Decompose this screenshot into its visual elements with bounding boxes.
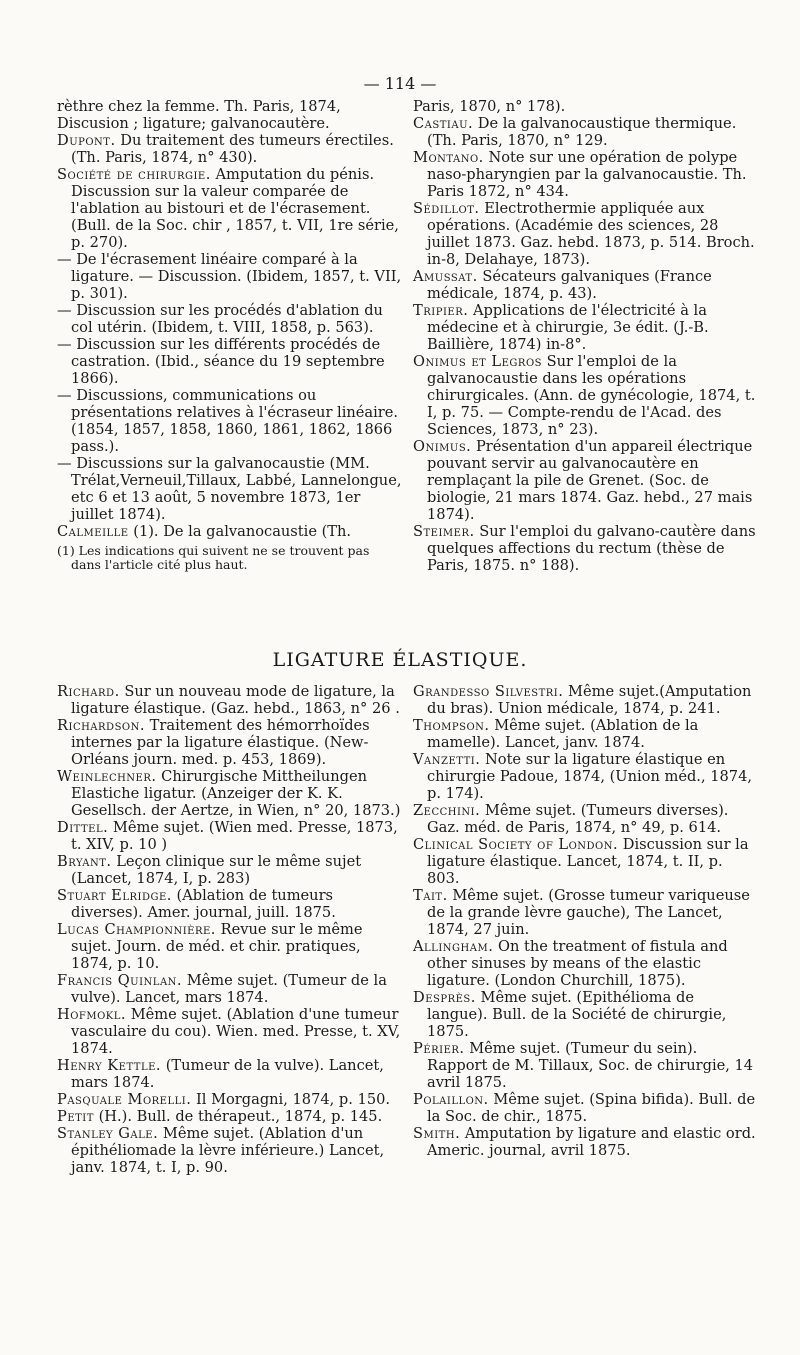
entry-list (413, 683, 758, 1159)
bibliography-entry (413, 98, 758, 115)
entry-text: Revue sur le même sujet. Journ. de méd. et chir. pratiques, 1874, p. 10. (71, 921, 363, 972)
entry-text: Même sujet. (Wien med. Presse, 1873, t. XIV, p. 10 ) (71, 819, 398, 853)
entry-text: Même sujet. (Ablation de la mamelle). Lancet, janv. 1874. (427, 717, 699, 751)
entry-author: Allingham. (413, 938, 494, 955)
bibliography-entry (413, 353, 758, 438)
bibliography-entry (413, 1091, 758, 1125)
entry-author: Société de chirurgie. (57, 166, 211, 183)
bibliography-entry (57, 887, 402, 921)
bibliography-entry (413, 115, 758, 149)
entry-text: Même sujet. (Grosse tumeur variqueuse de la grande lèvre gauche), The Lancet, 1874, 27 juin. (427, 887, 750, 938)
entry-list (57, 683, 402, 1176)
entry-text: Sur un nouveau mode de ligature, la ligature élastique. (Gaz. hebd., 1863, n° 26 . (71, 683, 400, 717)
bibliography-entry (57, 1006, 402, 1057)
entry-text: Amputation by ligature and elastic ord. Americ. journal, avril 1875. (427, 1125, 756, 1159)
entry-text: Même sujet. (Ablation d'une tumeur vasculaire du cou). Wien. med. Presse, t. XV, 1874. (71, 1006, 401, 1057)
continuation-text: rèthre chez la femme. Th. Paris, 1874, Discusion ; ligature; galvanocautère. (57, 98, 341, 132)
bibliography-entry (57, 1057, 402, 1091)
bibliography-entry (413, 200, 758, 268)
bibliography-entry (57, 251, 402, 302)
right-column-bottom (413, 683, 758, 1159)
entry-text: Note sur une opération de polype naso-pharyngien par la galvanocaustie. Th. Paris 1872, n° 434. (427, 149, 747, 200)
entry-text: Même sujet. (Tumeurs diverses). Gaz. méd. de Paris, 1874, n° 49, p. 614. (427, 802, 729, 836)
entry-text: Paris, 1870, n° 178). (413, 98, 566, 115)
left-column-top (57, 98, 402, 585)
entry-text: Il Morgagni, 1874, p. 150. (196, 1091, 391, 1108)
entry-author: Richard. (57, 683, 120, 700)
entry-author: Francis Quinlan. (57, 972, 183, 989)
bibliography-entry (57, 455, 402, 523)
page-number: — 114 — (363, 74, 437, 93)
entry-text: Même sujet. (Tumeur du sein). Rapport de M. Tillaux, Soc. de chirurgie, 14 avril 1875. (427, 1040, 754, 1091)
entry-text: Même sujet. (Epithélioma de langue). Bull. de la Société de chirurgie, 1875. (427, 989, 727, 1040)
bibliography-entry (57, 1125, 402, 1176)
bibliography-entry (57, 166, 402, 251)
entry-author: Castiau. (413, 115, 474, 132)
entry-text: On the treatment of fistula and other sinuses by means of the elastic ligature. (London Churchill, 1875). (427, 938, 728, 989)
bibliography-entry (57, 336, 402, 387)
entry-text: — Discussion sur les procédés d'ablation du col utérin. (Ibidem, t. VIII, 1858, p. 563). (57, 302, 383, 336)
right-column-top (413, 98, 758, 574)
bibliography-entry (57, 768, 402, 819)
entry-author: Steimer. (413, 523, 475, 540)
bibliography-entry (413, 751, 758, 802)
bibliography-entry (57, 972, 402, 1006)
bibliography-entry (413, 938, 758, 989)
bibliography-entry (413, 302, 758, 353)
entry-text: Applications de l'électricité à la médecine et à chirurgie, 3e édit. (J.-B. Baillière, 1874) in-8°. (427, 302, 709, 353)
entry-author: Lucas Championnière. (57, 921, 216, 938)
entry-text: (H.). Bull. de thérapeut., 1874, p. 145. (98, 1108, 383, 1125)
entry-author: Amussat. (413, 268, 478, 285)
entry-author: Montano. (413, 149, 484, 166)
bibliography-entry (57, 387, 402, 455)
entry-text: (Ablation de tumeurs diverses). Amer. journal, juill. 1875. (71, 887, 336, 921)
entry-text: — Discussions, communications ou présentations relatives à l'écraseur linéaire. (1854, 1857, 1858, 1860, 1861, 1862, 1866 pass.). (57, 387, 399, 455)
bibliography-entry (413, 989, 758, 1040)
entry-author: Périer. (413, 1040, 465, 1057)
entry-text: — Discussions sur la galvanocaustie (MM. Trélat,Verneuil,Tillaux, Labbé, Lannelongue, etc 6 et 13 août, 5 novembre 1873, 1er juillet 1874). (57, 455, 402, 523)
entry-author: Henry Kettle. (57, 1057, 162, 1074)
bibliography-entry (57, 717, 402, 768)
bibliography-entry (57, 132, 402, 166)
bibliography-entry (413, 717, 758, 751)
entry-author: Clinical Society of London. (413, 836, 619, 853)
entry-author: Desprès. (413, 989, 476, 1006)
section-title: LIGATURE ÉLASTIQUE. (272, 649, 528, 671)
entry-list (413, 98, 758, 574)
entry-text: Traitement des hémorrhoïdes internes par la ligature élastique. (New-Orléans journ. med. p. 453, 1869). (71, 717, 370, 768)
entry-author: Petit (57, 1108, 94, 1125)
entry-author: Grandesso Silvestri. (413, 683, 564, 700)
bibliography-entry (57, 853, 402, 887)
bibliography-entry (413, 887, 758, 938)
bibliography-entry (413, 268, 758, 302)
bibliography-entry (413, 1125, 758, 1159)
entry-text: Leçon clinique sur le même sujet (Lancet, 1874, I, p. 283) (71, 853, 362, 887)
entry-author: Calmeille (57, 523, 129, 540)
entry-author: Vanzetti. (413, 751, 481, 768)
entry-author: Bryant. (57, 853, 112, 870)
entry-text: Même sujet.(Amputation du bras). Union médicale, 1874, p. 241. (427, 683, 752, 717)
entry-author: Thompson. (413, 717, 490, 734)
entry-text: Présentation d'un appareil électrique pouvant servir au galvanocautère en remplaçant la pile de Grenet. (Soc. de biologie, 21 mars 1874. Gaz. hebd., 27 mais 1874). (427, 438, 753, 523)
bibliography-entry (413, 1040, 758, 1091)
left-column-bottom (57, 683, 402, 1176)
entry-author: Weinlechner. (57, 768, 157, 785)
entry-author: Dittel. (57, 819, 109, 836)
entry-text: Même sujet. (Tumeur de la vulve). Lancet, mars 1874. (71, 972, 387, 1006)
entry-author: Stuart Elridge. (57, 887, 172, 904)
entry-author: Tait. (413, 887, 448, 904)
entry-text: — Discussion sur les différents procédés de castration. (Ibid., séance du 19 septembre 1866). (57, 336, 385, 387)
bibliography-entry (57, 683, 402, 717)
bibliography-entry (413, 523, 758, 574)
bibliography-entry (413, 836, 758, 887)
bibliography-entry (413, 683, 758, 717)
entry-text: — De l'écrasement linéaire comparé à la ligature. — Discussion. (Ibidem, 1857, t. VII, p. 301). (57, 251, 402, 302)
entry-text: Note sur la ligature élastique en chirurgie Padoue, 1874, (Union méd., 1874, p. 174). (427, 751, 752, 802)
entry-author: Smith. (413, 1125, 461, 1142)
entry-list (57, 132, 402, 540)
bibliography-entry (57, 921, 402, 972)
entry-text: (1). De la galvanocaustie (Th. (133, 523, 352, 540)
bibliography-entry (413, 149, 758, 200)
bibliography-entry (57, 1091, 402, 1108)
entry-author: Pasquale Morelli. (57, 1091, 192, 1108)
bibliography-entry (413, 802, 758, 836)
entry-text: Discussion sur la ligature élastique. Lancet, 1874, t. II, p. 803. (427, 836, 749, 887)
entry-author: Tripier. (413, 302, 469, 319)
entry-text: Sur l'emploi du galvano-cautère dans quelques affections du rectum (thèse de Paris, 1875. n° 188). (427, 523, 756, 574)
footnote: (1) Les indications qui suivent ne se trouvent pas dans l'article cité plus haut. (57, 543, 370, 572)
entry-text: Même sujet. (Spina bifida). Bull. de la Soc. de chir., 1875. (427, 1091, 756, 1125)
bibliography-entry (413, 438, 758, 523)
entry-author: Stanley Gale. (57, 1125, 159, 1142)
entry-text: Sécateurs galvaniques (France médicale, 1874, p. 43). (427, 268, 712, 302)
entry-text: Du traitement des tumeurs érectiles. (Th. Paris, 1874, n° 430). (71, 132, 394, 166)
entry-text: Chirurgische Mittheilungen Elastiche ligatur. (Anzeiger der K. K. Gesellsch. der Aertze, in Wien, n° 20, 1873.) (71, 768, 401, 819)
bibliography-entry (57, 302, 402, 336)
entry-author: Zecchini. (413, 802, 481, 819)
entry-text: Même sujet. (Ablation d'un épithéliomade la lèvre inférieure.) Lancet, janv. 1874, t. I, p. 90. (71, 1125, 385, 1176)
entry-text: De la galvanocaustique thermique. (Th. Paris, 1870, n° 129. (427, 115, 737, 149)
entry-author: Richardson. (57, 717, 146, 734)
entry-author: Dupont. (57, 132, 116, 149)
bibliography-entry (57, 819, 402, 853)
entry-text: Sur l'emploi de la galvanocaustie dans les opérations chirurgicales. (Ann. de gynécologie, 1874, t. I, p. 75. — Compte-rendu de l'Acad. des Sciences, 1873, n° 23). (427, 353, 756, 438)
entry-text: (Tumeur de la vulve). Lancet, mars 1874. (71, 1057, 384, 1091)
entry-author: Onimus et Legros (413, 353, 542, 370)
entry-author: Onimus. (413, 438, 472, 455)
entry-author: Hofmokl. (57, 1006, 127, 1023)
entry-author: Sédillot. (413, 200, 480, 217)
entry-text: Electrothermie appliquée aux opérations. (Académie des sciences, 28 juillet 1873. Gaz. hebd. 1873, p. 514. Broch. in-8, Delahaye, 1873). (427, 200, 755, 268)
bibliography-entry (57, 523, 402, 540)
entry-text: Amputation du pénis. Discussion sur la valeur comparée de l'ablation au bistouri et de l'écrasement. (Bull. de la Soc. chir , 1857, t. VII, 1re série, p. 270). (71, 166, 399, 251)
bibliography-entry (57, 1108, 402, 1125)
entry-author: Polaillon. (413, 1091, 489, 1108)
